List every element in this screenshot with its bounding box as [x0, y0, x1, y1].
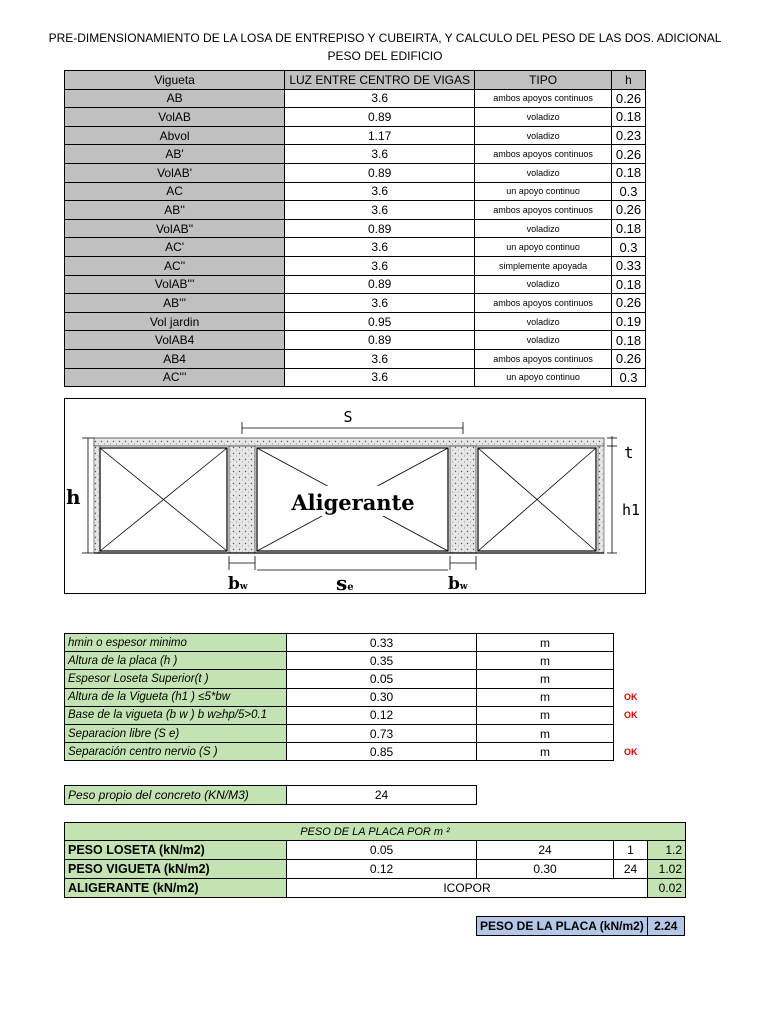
placa-label: PESO VIGUETA (kN/m2)	[65, 860, 287, 879]
table-row	[65, 256, 646, 275]
table-row	[65, 145, 646, 164]
label-se: se	[336, 571, 354, 594]
table-row	[65, 275, 646, 294]
param-value: 0.05	[287, 670, 477, 688]
label-h: h	[66, 485, 81, 509]
vigueta-tipo: voladizo	[475, 275, 612, 294]
vigueta-name: AC'''	[65, 368, 285, 387]
param-label: Separacion libre (S e)	[65, 724, 287, 742]
vigueta-table-header	[65, 71, 646, 90]
peso-placa-table	[64, 822, 686, 898]
vigueta-tipo: ambos apoyos continuos	[475, 145, 612, 164]
param-value: 0.35	[287, 652, 477, 670]
vigueta-name: AC	[65, 182, 285, 201]
vigueta-name: Vol jardin	[65, 312, 285, 331]
placa-col-a: 0.05	[287, 841, 477, 860]
vigueta-name: AB''	[65, 201, 285, 220]
param-label: Altura de la Vigueta (h1 ) ≤5*bw	[65, 688, 287, 706]
table-row	[65, 841, 686, 860]
vigueta-luz: 3.6	[285, 238, 475, 257]
param-status	[614, 634, 674, 652]
table-row	[65, 349, 646, 368]
vigueta-right	[450, 446, 476, 553]
vigueta-luz: 3.6	[285, 368, 475, 387]
vigueta-tipo: voladizo	[475, 108, 612, 127]
table-row	[65, 108, 646, 127]
table-row	[65, 294, 646, 313]
vigueta-name: AB	[65, 89, 285, 108]
vigueta-edge-right	[598, 446, 604, 553]
page-title	[40, 29, 730, 65]
vigueta-name: AC'	[65, 238, 285, 257]
label-bw-right: bw	[448, 574, 468, 594]
aligerante-row	[65, 879, 686, 898]
param-status	[614, 670, 674, 688]
total-row	[477, 917, 685, 936]
vigueta-h: 0.26	[612, 201, 646, 220]
label-t: t	[624, 443, 634, 462]
vigueta-name: AB4	[65, 349, 285, 368]
peso-propio-label: Peso propio del concreto (KN/M3)	[65, 786, 287, 805]
vigueta-tipo: un apoyo continuo	[475, 368, 612, 387]
vigueta-h: 0.19	[612, 312, 646, 331]
table-row	[65, 368, 646, 387]
table-row	[65, 238, 646, 257]
table-row	[65, 163, 646, 182]
param-value: 0.12	[287, 706, 477, 724]
peso-propio-row	[65, 786, 477, 805]
vigueta-name: AC''	[65, 256, 285, 275]
vigueta-tipo: un apoyo continuo	[475, 182, 612, 201]
placa-col-c: 24	[614, 860, 648, 879]
vigueta-tipo: voladizo	[475, 126, 612, 145]
param-status: OK	[624, 692, 638, 703]
param-status: OK	[624, 746, 638, 757]
header-vigueta: Vigueta	[65, 71, 285, 90]
param-unit: m	[477, 688, 614, 706]
label-bw-left: bw	[228, 574, 248, 594]
vigueta-h: 0.26	[612, 349, 646, 368]
table-row	[65, 743, 674, 761]
vigueta-h: 0.18	[612, 219, 646, 238]
header-h: h	[612, 71, 646, 90]
param-unit: m	[477, 743, 614, 761]
param-status: OK	[624, 710, 638, 721]
vigueta-luz: 1.17	[285, 126, 475, 145]
table-row	[65, 652, 674, 670]
vigueta-tipo: ambos apoyos continuos	[475, 349, 612, 368]
total-table	[476, 916, 685, 936]
peso-placa-header-text: PESO DE LA PLACA POR m ²	[65, 823, 686, 841]
aligerante-label: ALIGERANTE (kN/m2)	[65, 879, 287, 898]
title-line-2: PESO DEL EDIFICIO	[327, 49, 443, 63]
vigueta-h: 0.3	[612, 238, 646, 257]
placa-col-d: 1.02	[648, 860, 686, 879]
vigueta-name: VolAB	[65, 108, 285, 127]
peso-propio-value: 24	[287, 786, 477, 805]
vigueta-h: 0.18	[612, 275, 646, 294]
vigueta-luz: 3.6	[285, 145, 475, 164]
table-row	[65, 331, 646, 350]
aligerante-material: ICOPOR	[287, 879, 648, 898]
peso-propio-table	[64, 785, 477, 805]
table-row	[65, 706, 674, 724]
table-row	[65, 670, 674, 688]
vigueta-tipo: voladizo	[475, 163, 612, 182]
param-unit: m	[477, 652, 614, 670]
param-unit: m	[477, 634, 614, 652]
vigueta-tipo: ambos apoyos continuos	[475, 201, 612, 220]
label-h1: h1	[622, 501, 641, 519]
vigueta-left	[229, 446, 255, 553]
vigueta-name: AB'''	[65, 294, 285, 313]
header-tipo: TIPO	[475, 71, 612, 90]
vigueta-luz: 0.89	[285, 275, 475, 294]
placa-col-a: 0.12	[287, 860, 477, 879]
label-aligerante: Aligerante	[291, 490, 415, 515]
total-label: PESO DE LA PLACA (kN/m2)	[477, 917, 648, 936]
param-unit: m	[477, 724, 614, 742]
vigueta-luz: 3.6	[285, 89, 475, 108]
param-unit: m	[477, 670, 614, 688]
param-value: 0.33	[287, 634, 477, 652]
vigueta-luz: 0.89	[285, 163, 475, 182]
vigueta-h: 0.33	[612, 256, 646, 275]
vigueta-edge-left	[94, 446, 100, 553]
param-value: 0.30	[287, 688, 477, 706]
vigueta-h: 0.23	[612, 126, 646, 145]
table-row	[65, 860, 686, 879]
vigueta-h: 0.3	[612, 368, 646, 387]
param-label: Espesor Loseta Superior(t )	[65, 670, 287, 688]
vigueta-luz: 0.89	[285, 108, 475, 127]
vigueta-luz: 3.6	[285, 182, 475, 201]
vigueta-h: 0.26	[612, 89, 646, 108]
vigueta-name: AB'	[65, 145, 285, 164]
table-row	[65, 201, 646, 220]
param-status	[614, 652, 674, 670]
vigueta-luz: 0.95	[285, 312, 475, 331]
param-value: 0.73	[287, 724, 477, 742]
table-row	[65, 688, 674, 706]
vigueta-luz: 0.89	[285, 331, 475, 350]
table-row	[65, 634, 674, 652]
vigueta-h: 0.3	[612, 182, 646, 201]
vigueta-tipo: un apoyo continuo	[475, 238, 612, 257]
vigueta-name: VolAB'	[65, 163, 285, 182]
placa-label: PESO LOSETA (kN/m2)	[65, 841, 287, 860]
vigueta-luz: 0.89	[285, 219, 475, 238]
param-label: Base de la vigueta (b w ) b w≥hp/5>0.1	[65, 706, 287, 724]
header-luz: LUZ ENTRE CENTRO DE VIGAS	[285, 71, 475, 90]
vigueta-luz: 3.6	[285, 201, 475, 220]
vigueta-tipo: ambos apoyos continuos	[475, 89, 612, 108]
title-line-1: PRE-DIMENSIONAMIENTO DE LA LOSA DE ENTREPISO Y CUBEIRTA, Y CALCULO DEL PESO DE LAS DOS. ADICIONAL	[48, 31, 722, 45]
vigueta-tipo: voladizo	[475, 219, 612, 238]
vigueta-tipo: voladizo	[475, 312, 612, 331]
param-label: Altura de la placa (h )	[65, 652, 287, 670]
table-row	[65, 182, 646, 201]
placa-col-d: 1.2	[648, 841, 686, 860]
losa-section-diagram	[64, 398, 646, 594]
vigueta-h: 0.26	[612, 294, 646, 313]
vigueta-name: Abvol	[65, 126, 285, 145]
vigueta-tipo: simplemente apoyada	[475, 256, 612, 275]
vigueta-h: 0.18	[612, 163, 646, 182]
vigueta-h: 0.26	[612, 145, 646, 164]
vigueta-name: VolAB4	[65, 331, 285, 350]
vigueta-luz: 3.6	[285, 294, 475, 313]
table-row	[65, 312, 646, 331]
vigueta-table	[64, 70, 646, 387]
table-row	[65, 126, 646, 145]
vigueta-name: VolAB''	[65, 219, 285, 238]
table-row	[65, 219, 646, 238]
vigueta-luz: 3.6	[285, 349, 475, 368]
loseta-superior	[94, 438, 604, 446]
placa-col-b: 24	[477, 841, 614, 860]
total-value: 2.24	[647, 917, 684, 936]
vigueta-h: 0.18	[612, 108, 646, 127]
param-unit: m	[477, 706, 614, 724]
vigueta-tipo: ambos apoyos continuos	[475, 294, 612, 313]
placa-col-b: 0.30	[477, 860, 614, 879]
table-row	[65, 89, 646, 108]
vigueta-tipo: voladizo	[475, 331, 612, 350]
param-status	[614, 724, 674, 742]
table-row	[65, 724, 674, 742]
label-s: S	[343, 408, 353, 426]
vigueta-h: 0.18	[612, 331, 646, 350]
placa-col-c: 1	[614, 841, 648, 860]
param-value: 0.85	[287, 743, 477, 761]
parameters-table	[64, 633, 674, 761]
param-label: hmin o espesor minimo	[65, 634, 287, 652]
param-label: Separación centro nervio (S )	[65, 743, 287, 761]
vigueta-luz: 3.6	[285, 256, 475, 275]
aligerante-value: 0.02	[648, 879, 686, 898]
vigueta-name: VolAB'''	[65, 275, 285, 294]
peso-placa-header	[65, 823, 686, 841]
